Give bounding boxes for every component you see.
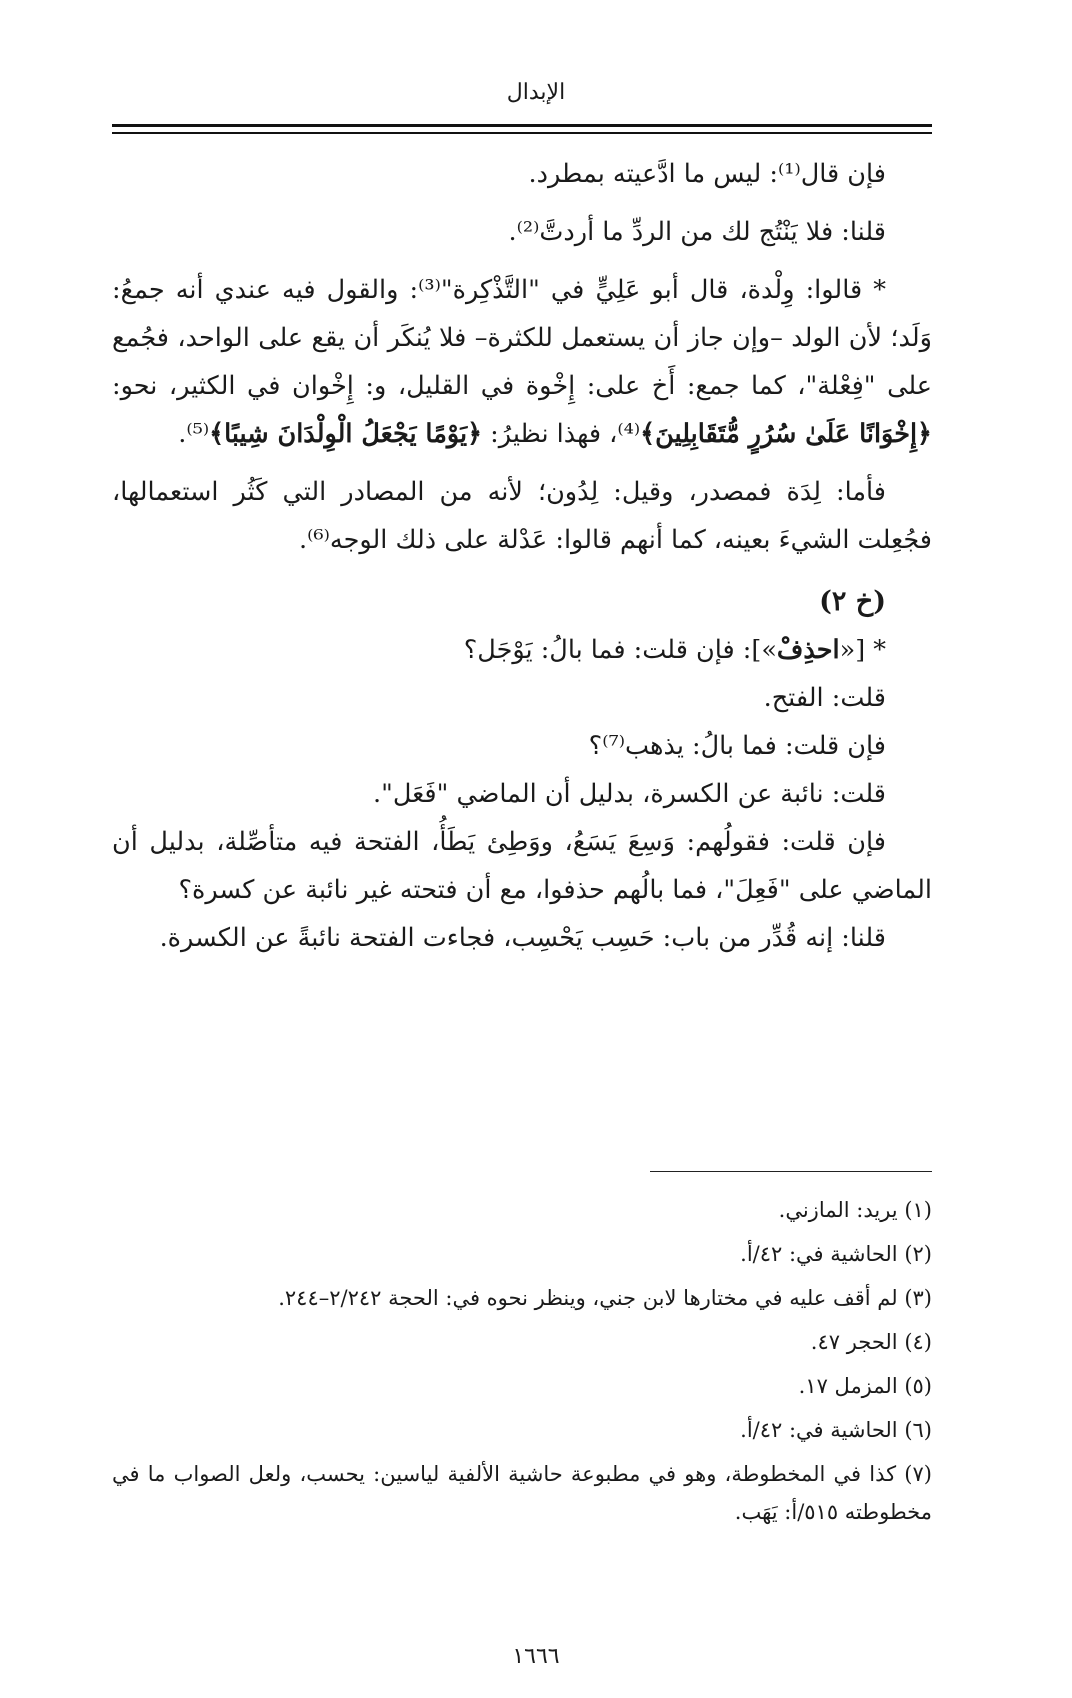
page-number: ١٦٦٦: [512, 1644, 560, 1669]
paragraph-2: قلنا: فلا يَنْتُج لك من الردِّ ما أردتَّ⁽²⁾.: [508, 217, 886, 247]
paragraph-6: قلنا: إنه قُدِّر من باب: حَسِب يَحْسِب، فجاءت الفتحة نائبةً عن الكسرة.: [159, 923, 886, 953]
line-1: [112, 626, 932, 674]
paragraph-3: [112, 266, 932, 458]
line-4: قلت: نائبة عن الكسرة، بدليل أن الماضي "فَعَل".: [372, 779, 886, 809]
paragraph-5: فإن قلت: فقولُهم: وَسِعَ يَسَعُ، ووَطِئ يَطَأُ، الفتحة فيه متأصِّلة، بدليل أن الماضي على "فَعِلَ"، فما بالُهم حذفوا، مع أن فتحته غير نائبة عن كسرة؟: [112, 827, 932, 905]
paragraph-1: فإن قال⁽¹⁾: ليس ما ادَّعيته بمطرد.: [528, 159, 886, 189]
quran-quote-1: ﴿إِخْوَانًا عَلَىٰ سُرُرٍ مُّتَقَابِلِينَ﴾: [640, 419, 932, 449]
running-title: الإبدال: [506, 80, 566, 105]
footnote-5: (٥) المزمل ١٧.: [798, 1374, 932, 1398]
header-rule-thick: [112, 124, 932, 127]
footnote-7: (٧) كذا في المخطوطة، وهو في مطبوعة حاشية الألفية لياسين: يحسب، ولعل الصواب ما في مخطوطته ٥١٥/أ: يَهَب.: [112, 1462, 932, 1524]
footnote-1: (١) يريد: المازني.: [778, 1198, 932, 1222]
footnote-4: (٤) الحجر ٤٧.: [810, 1330, 932, 1354]
paragraph-3-end: ⁽⁵⁾.: [178, 419, 210, 449]
quran-quote-2: ﴿يَوْمًا يَجْعَلُ الْوِلْدَانَ شِيبًا﴾: [209, 419, 483, 449]
line-1-post: »]: فإن قلت: فما بالُ: يَوْجَل؟: [463, 635, 777, 665]
footnotes: [112, 1188, 932, 1531]
line-3: فإن قلت: فما بالُ: يذهب⁽⁷⁾؟: [588, 731, 886, 761]
footnote-3: (٣) لم أقف عليه في مختارها لابن جني، وينظر نحوه في: الحجة ٢/٢٤٢–٢٤٤.: [278, 1286, 932, 1310]
line-1-bold: احذِفْ: [776, 635, 840, 665]
footnote-6: (٦) الحاشية في: ٤٢/أ.: [740, 1418, 932, 1442]
main-text: [112, 150, 932, 962]
line-2: قلت: الفتح.: [763, 683, 886, 713]
section-title: (خ ٢): [819, 586, 886, 617]
header-rule-thin: [112, 132, 932, 134]
paragraph-3-text: * قالوا: وِلْدة، قال أبو عَلِيٍّ في "التَّذْكِرة"⁽³⁾: والقول فيه عندي أنه جمعُ: وَلَد؛ لأن الولد –وإن جاز أن يستعمل للكثرة– فلا يُنكَر أن يقع على الواحد، فجُمع على "فِعْلة"، كما جمع: أَخ على: إِخْوة في القليل، و: إِخْوان في الكثير، نحو:: [112, 275, 932, 401]
footnote-2: (٢) الحاشية في: ٤٢/أ.: [740, 1242, 932, 1266]
line-1-pre: * [«: [839, 635, 886, 665]
paragraph-3-mid: ⁽⁴⁾، فهذا نظيرُ:: [482, 419, 641, 449]
footnote-rule: [650, 1171, 932, 1172]
paragraph-4: فأما: لِدَة فمصدر، وقيل: لِدُون؛ لأنه من المصادر التي كَثُر استعمالها، فجُعِلت الشيءَ بعينه، كما أنهم قالوا: عَدْلة على ذلك الوجه⁽⁶⁾.: [112, 477, 932, 555]
